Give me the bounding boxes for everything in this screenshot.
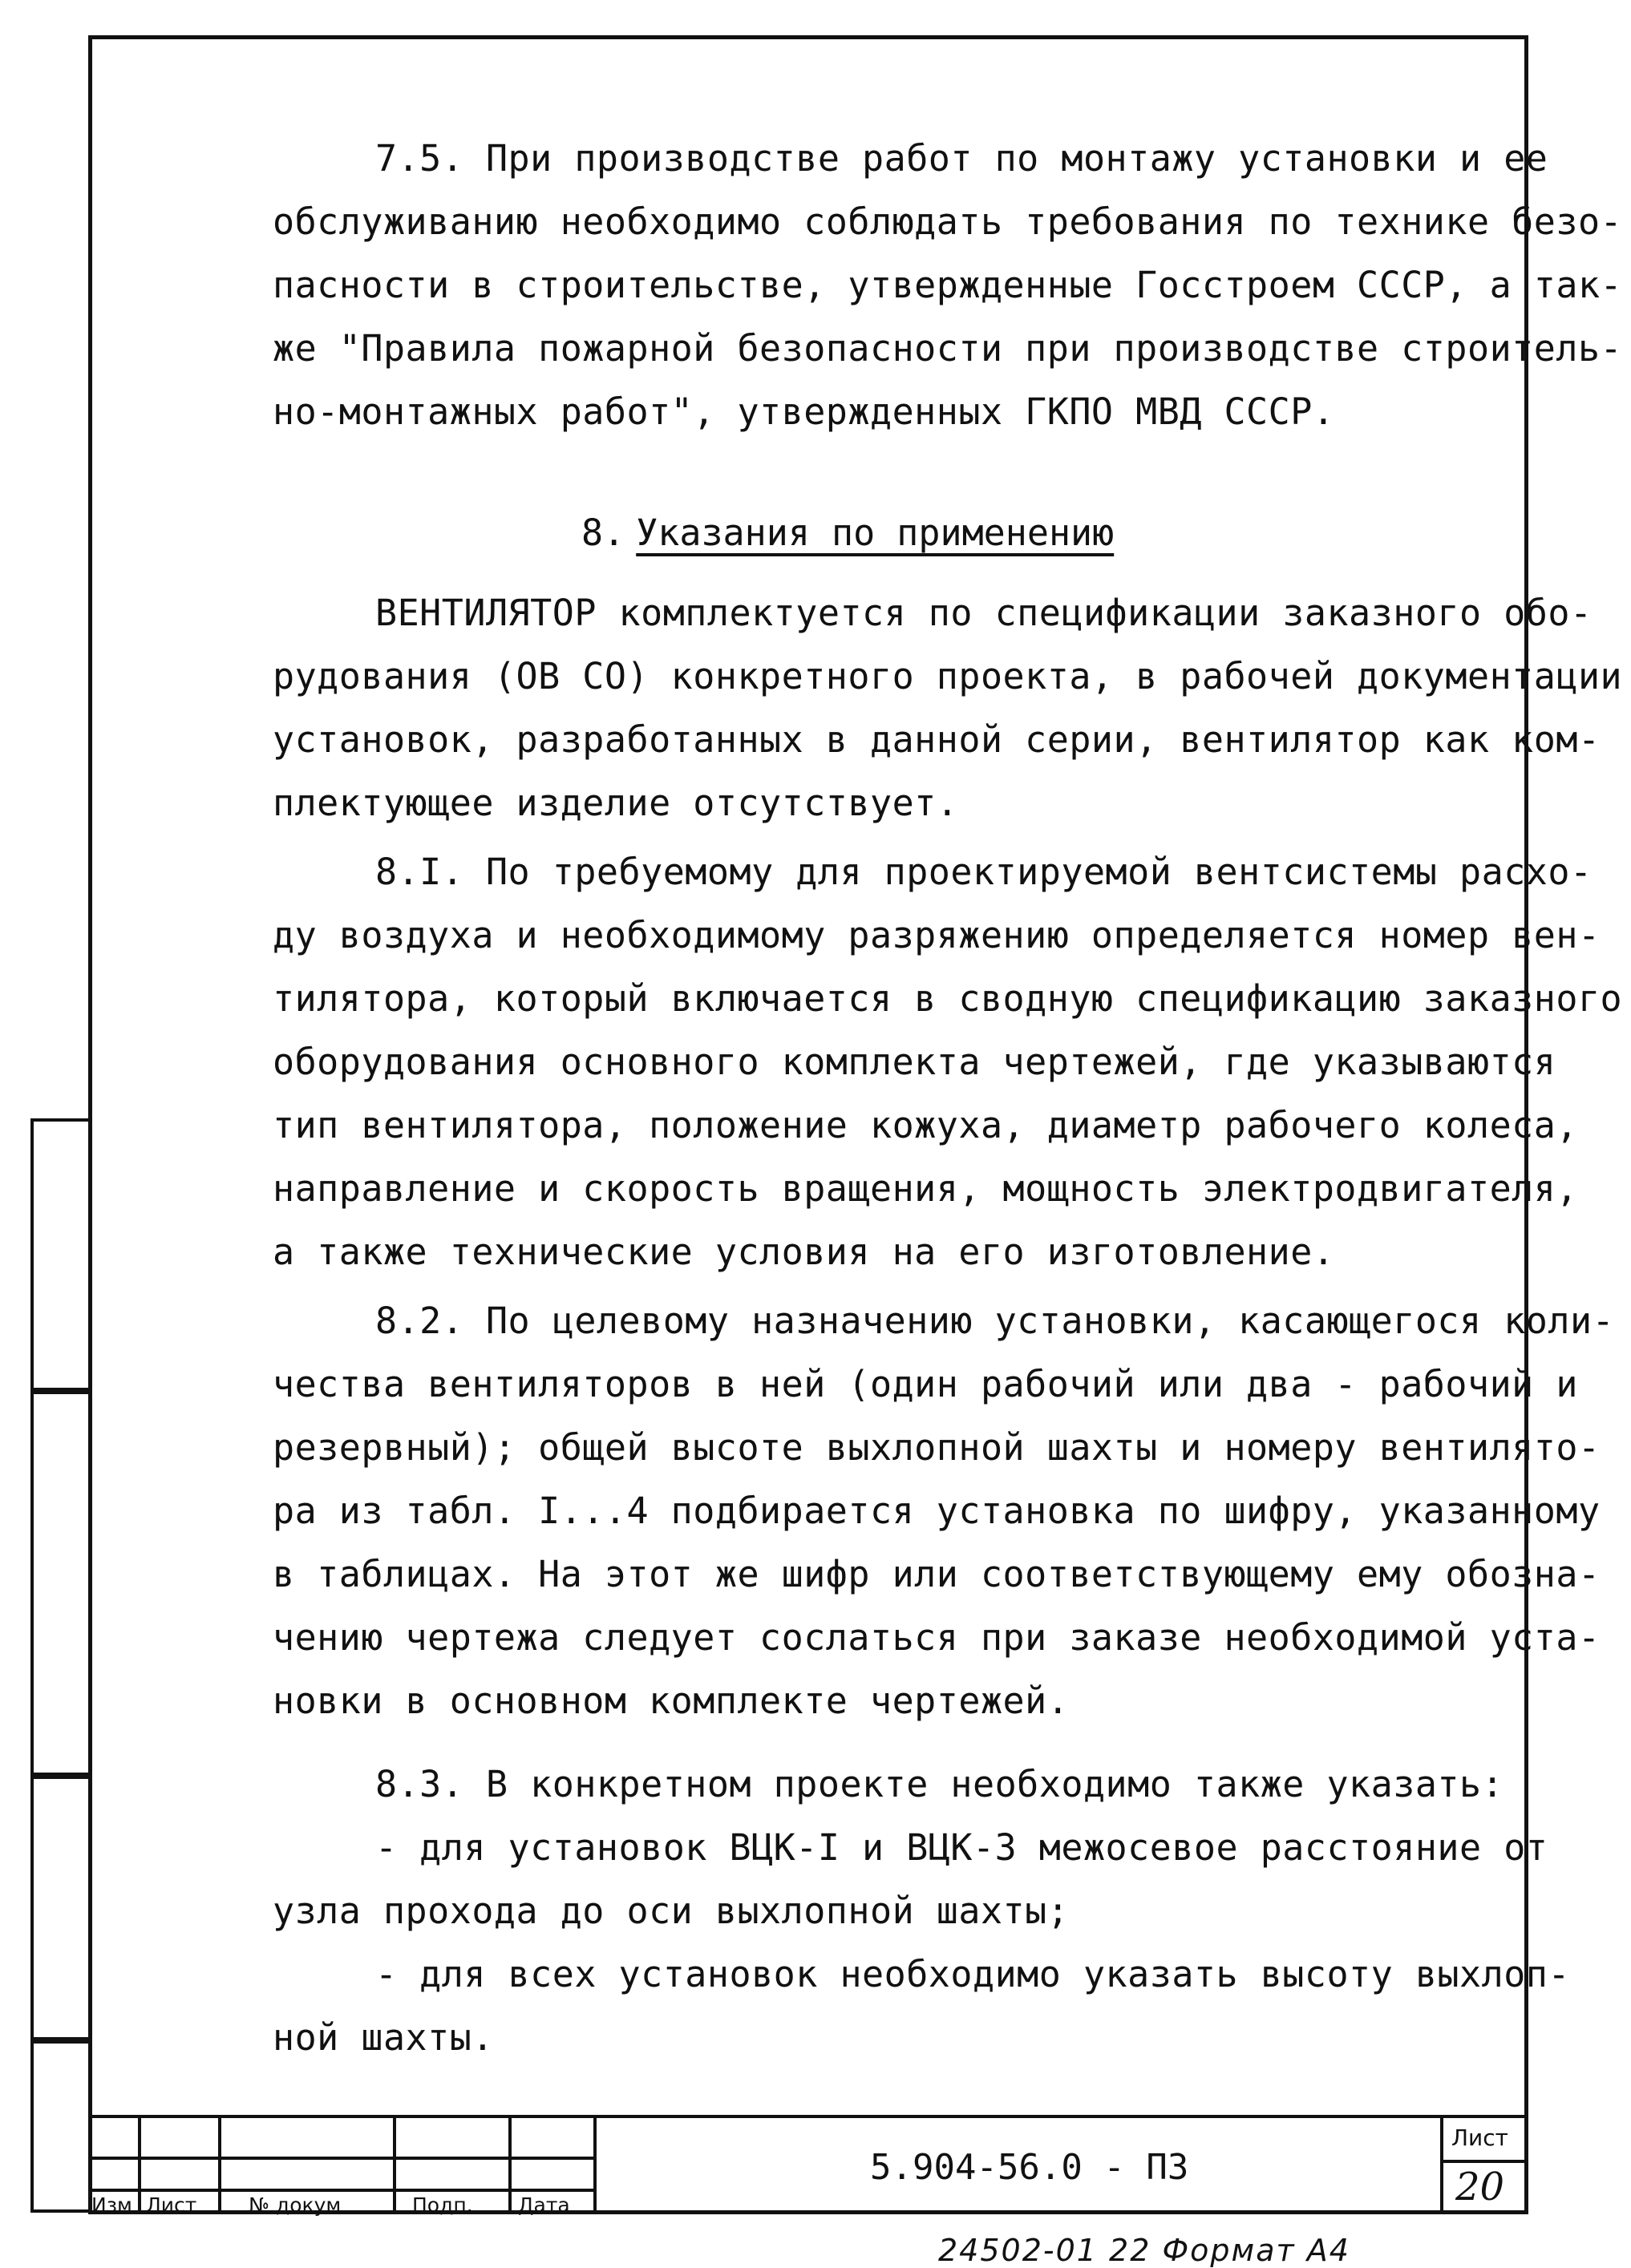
sheet-label: Лист — [1451, 2124, 1508, 2151]
col-doc-label: № докум — [249, 2193, 342, 2217]
document-code: 5.904-56.0 - ПЗ — [870, 2147, 1189, 2188]
paragraph-line: установок, разработанных в данной серии, вентилятор как ком- — [273, 718, 1601, 761]
paragraph-line: рудования (ОВ СО) конкретного проекта, в рабочей документации — [273, 655, 1623, 697]
paragraph-line: резервный); общей высоте выхлопной шахты и номеру вентилято- — [273, 1426, 1601, 1469]
margin-strip — [30, 1391, 88, 1776]
heading-number: 8. — [581, 511, 625, 554]
col-date-label: Дата — [518, 2193, 570, 2217]
col-list-label: Лист — [146, 2193, 197, 2217]
paragraph-line: ВЕНТИЛЯТОР комплектуется по спецификации заказного обо- — [375, 592, 1593, 634]
heading-title: Указания по применению — [636, 511, 1115, 554]
sheet-cell-line — [1440, 2160, 1528, 2163]
paragraph-line: же "Правила пожарной безопасности при производстве строитель- — [273, 327, 1623, 370]
col-izm-label: Изм — [91, 2193, 132, 2217]
paragraph-line: тип вентилятора, положение кожуха, диаметр рабочего колеса, — [273, 1104, 1578, 1146]
title-block-row-line — [88, 2189, 595, 2192]
paragraph-line: - для установок ВЦК-I и ВЦК-3 межосевое расстояние от — [375, 1826, 1548, 1869]
title-block-row-line — [88, 2157, 595, 2160]
title-block — [88, 2115, 1528, 2217]
paragraph-line: чества вентиляторов в ней (один рабочий или два - рабочий и — [273, 1363, 1578, 1405]
col-sign-label: Подп. — [412, 2193, 473, 2217]
paragraph-line: новки в основном комплекте чертежей. — [273, 1680, 1070, 1722]
paragraph-line: ду воздуха и необходимому разряжению определяется номер вен- — [273, 914, 1601, 956]
paragraph-line: обслуживанию необходимо соблюдать требования по технике безо- — [273, 200, 1623, 243]
margin-strip — [30, 1118, 88, 1391]
paragraph-line: - для всех установок необходимо указать высоту выхлоп- — [375, 1953, 1570, 1995]
margin-strip — [30, 2040, 88, 2213]
paragraph-line: тилятора, который включается в сводную спецификацию заказного — [273, 977, 1623, 1020]
sheet-number: 20 — [1455, 2165, 1505, 2209]
title-block-col-line — [508, 2115, 512, 2214]
title-block-col-line — [393, 2115, 396, 2214]
paragraph-line: пасности в строительстве, утвержденные Госстроем СССР, а так- — [273, 264, 1623, 306]
paragraph-line: но-монтажных работ", утвержденных ГКПО МВД СССР. — [273, 390, 1335, 433]
paragraph-line: узла прохода до оси выхлопной шахты; — [273, 1890, 1070, 1932]
paragraph-line: оборудования основного комплекта чертежей, где указываются — [273, 1041, 1556, 1083]
paragraph-line: ра из табл. I...4 подбирается установка по шифру, указанному — [273, 1490, 1601, 1532]
paragraph-line: плектующее изделие отсутствует. — [273, 782, 959, 824]
footer-stamp: 24502-01 22 Формат А4 — [938, 2233, 1350, 2268]
paragraph-line: 8.I. По требуемому для проектируемой вентсистемы расхо- — [375, 851, 1593, 893]
title-block-col-line — [1440, 2115, 1443, 2214]
margin-strip — [30, 1776, 88, 2040]
paragraph-line: 7.5. При производстве работ по монтажу установки и ее — [375, 137, 1548, 180]
paragraph-line: чению чертежа следует сослаться при заказе необходимой уста- — [273, 1616, 1601, 1659]
title-block-col-line — [218, 2115, 221, 2214]
section-8-heading — [581, 501, 1114, 564]
paragraph-line: ной шахты. — [273, 2016, 494, 2059]
paragraph-line: направление и скорость вращения, мощность электродвигателя, — [273, 1167, 1578, 1210]
paragraph-line: 8.3. В конкретном проекте необходимо также указать: — [375, 1763, 1504, 1805]
paragraph-line: 8.2. По целевому назначению установки, касающегося коли- — [375, 1300, 1615, 1342]
paragraph-line: в таблицах. На этот же шифр или соответствующему ему обозна- — [273, 1553, 1601, 1595]
title-block-col-line — [593, 2115, 597, 2214]
title-block-col-line — [138, 2115, 141, 2214]
paragraph-line: а также технические условия на его изготовление. — [273, 1231, 1335, 1273]
title-block-top-line — [88, 2115, 1528, 2118]
